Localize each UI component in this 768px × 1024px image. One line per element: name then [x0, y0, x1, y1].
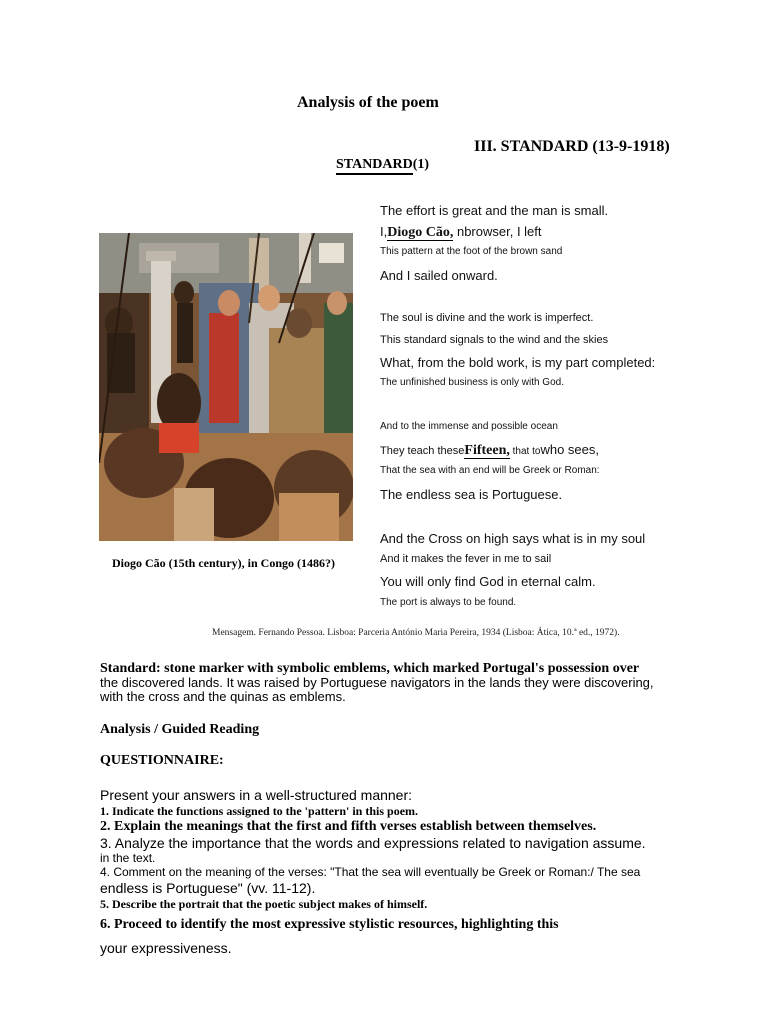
- poem-line-3: This pattern at the foot of the brown sand: [380, 246, 563, 257]
- section-title: III. STANDARD (13-9-1918): [474, 138, 670, 155]
- definition-text: the discovered lands. It was raised by Portuguese navigators in the lands they were discovering, with the cross and the quinas as emblems.: [100, 675, 654, 704]
- poem-line-12: The endless sea is Portuguese.: [380, 487, 563, 502]
- highlighted-name: Diogo Cão,: [387, 225, 454, 240]
- question-2: 2. Explain the meanings that the first and fifth verses establish between themselves.: [100, 819, 597, 834]
- poem-line-9: And to the immense and possible ocean: [380, 421, 558, 432]
- question-3-continued: in the text.: [100, 851, 156, 865]
- questionnaire-intro: Present your answers in a well-structured manner:: [100, 787, 413, 803]
- poem-line-10-middle: that to: [509, 446, 541, 457]
- source-citation: Mensagem. Fernando Pessoa. Lisboa: Parceria António Maria Pereira, 1934 (Lisboa: Ática, 10.ª ed., 1972).: [212, 628, 620, 638]
- analysis-heading: Analysis / Guided Reading: [100, 722, 260, 737]
- question-1: 1. Indicate the functions assigned to the 'pattern' in this poem.: [100, 804, 419, 818]
- poem-line-8: The unfinished business is only with God.: [380, 377, 564, 388]
- definition-lead: Standard: stone marker with symbolic emblems, which marked Portugal's possession over: [100, 661, 640, 676]
- poem-line-4: And I sailed onward.: [380, 268, 498, 283]
- poem-line-10: [380, 442, 599, 459]
- poem-line-1: The effort is great and the man is small.: [380, 203, 609, 218]
- poem-line-11: That the sea with an end will be Greek or Roman:: [380, 465, 600, 476]
- footnote-mark: (1): [412, 157, 430, 172]
- question-3: 3. Analyze the importance that the words and expressions related to navigation assume.: [100, 835, 646, 851]
- question-5: 5. Describe the portrait that the poetic subject makes of himself.: [100, 897, 428, 911]
- page-title: Analysis of the poem: [297, 94, 439, 111]
- painting-image: [99, 233, 353, 541]
- poem-line-7: What, from the bold work, is my part completed:: [380, 355, 656, 370]
- poem-line-15: You will only find God in eternal calm.: [380, 574, 596, 589]
- questionnaire-heading: QUESTIONNAIRE:: [100, 753, 224, 768]
- poem-line-2-end: nbrowser, I left: [453, 224, 542, 239]
- poem-line-2: [380, 224, 542, 241]
- poem-line-14: And it makes the fever in me to sail: [380, 553, 552, 565]
- image-caption: Diogo Cão (15th century), in Congo (1486?): [112, 556, 335, 570]
- poem-line-13: And the Cross on high says what is in my soul: [380, 531, 646, 546]
- painting-illustration: [99, 233, 353, 541]
- poem-line-10-start: They teach these: [380, 445, 465, 457]
- poem-line-16: The port is always to be found.: [380, 597, 517, 608]
- standard-heading-underlined: STANDARD: [336, 157, 413, 175]
- poem-line-2-start: I,: [380, 224, 388, 239]
- standard-heading: [336, 157, 429, 173]
- standard-definition: [100, 661, 660, 704]
- poem-line-6: This standard signals to the wind and the skies: [380, 334, 609, 346]
- question-6: 6. Proceed to identify the most expressive stylistic resources, highlighting this: [100, 917, 559, 932]
- question-4-continued: endless is Portuguese" (vv. 11-12).: [100, 880, 316, 896]
- poem-line-10-end: who sees,: [540, 442, 599, 457]
- poem-line-5: The soul is divine and the work is imperfect.: [380, 312, 594, 324]
- question-6-continued: your expressiveness.: [100, 940, 232, 956]
- highlighted-word: Fifteen,: [464, 443, 510, 458]
- question-4: 4. Comment on the meaning of the verses: "That the sea will eventually be Greek or Roman:/ The sea: [100, 865, 641, 879]
